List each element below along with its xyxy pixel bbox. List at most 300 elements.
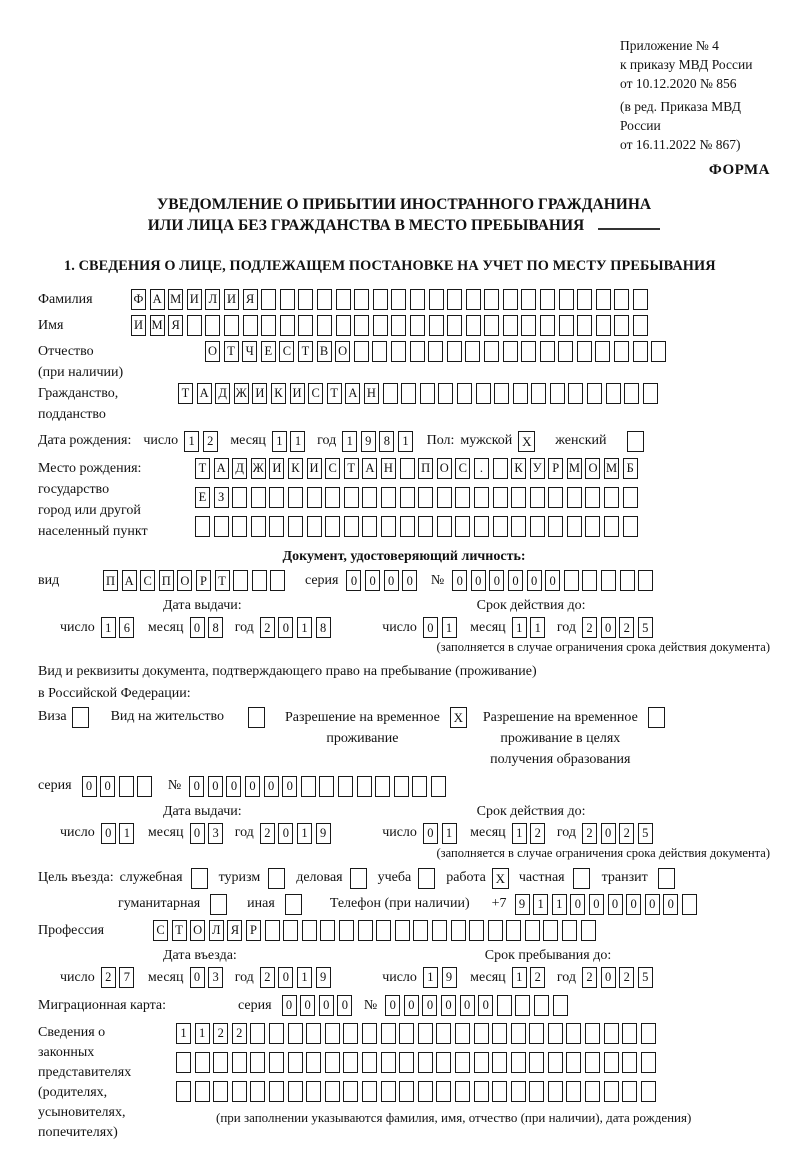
char-cell[interactable] [298, 315, 313, 336]
char-cell[interactable] [280, 315, 295, 336]
char-cell[interactable] [376, 920, 391, 941]
char-cell[interactable]: 1 [297, 823, 312, 844]
char-cell[interactable] [521, 341, 536, 362]
char-cell[interactable]: З [214, 487, 229, 508]
char-cell[interactable]: Т [327, 383, 342, 404]
char-cell[interactable]: 9 [316, 967, 331, 988]
char-cell[interactable] [582, 570, 597, 591]
char-cell[interactable] [383, 383, 398, 404]
char-cell[interactable] [474, 516, 489, 537]
char-cell[interactable] [391, 341, 406, 362]
char-cell[interactable] [195, 516, 210, 537]
char-cell[interactable]: Т [178, 383, 193, 404]
char-cell[interactable]: 2 [260, 967, 275, 988]
char-cell[interactable] [306, 1023, 321, 1044]
char-cell[interactable]: 0 [282, 995, 297, 1016]
doc-issue-year-cells[interactable] [260, 617, 334, 638]
char-cell[interactable] [511, 1023, 526, 1044]
char-cell[interactable] [497, 995, 512, 1016]
surname-cells[interactable] [131, 289, 652, 310]
purpose-private-checkbox[interactable] [573, 868, 590, 889]
char-cell[interactable] [466, 315, 481, 336]
char-cell[interactable]: 0 [601, 967, 616, 988]
char-cell[interactable]: 0 [663, 894, 678, 915]
char-cell[interactable] [325, 1052, 340, 1073]
char-cell[interactable]: 0 [478, 995, 493, 1016]
char-cell[interactable]: Т [215, 570, 230, 591]
char-cell[interactable] [585, 1023, 600, 1044]
char-cell[interactable]: 2 [582, 823, 597, 844]
char-cell[interactable]: М [567, 458, 582, 479]
char-cell[interactable]: 3 [208, 967, 223, 988]
char-cell[interactable] [429, 289, 444, 310]
char-cell[interactable]: И [290, 383, 305, 404]
char-cell[interactable] [451, 920, 466, 941]
char-cell[interactable]: 0 [101, 823, 116, 844]
char-cell[interactable] [357, 776, 372, 797]
char-cell[interactable]: 0 [365, 570, 380, 591]
char-cell[interactable] [558, 341, 573, 362]
char-cell[interactable]: С [153, 920, 168, 941]
char-cell[interactable] [604, 1081, 619, 1102]
doc-issue-day-cells[interactable] [101, 617, 138, 638]
char-cell[interactable] [413, 920, 428, 941]
char-cell[interactable]: 1 [342, 431, 357, 452]
char-cell[interactable] [585, 487, 600, 508]
doc-issue-month-cells[interactable] [190, 617, 227, 638]
char-cell[interactable]: Д [232, 458, 247, 479]
char-cell[interactable] [484, 341, 499, 362]
doc-valid-year-cells[interactable] [582, 617, 656, 638]
char-cell[interactable] [548, 487, 563, 508]
char-cell[interactable] [466, 289, 481, 310]
migration-number-cells[interactable] [385, 995, 571, 1016]
char-cell[interactable]: 8 [379, 431, 394, 452]
char-cell[interactable] [298, 289, 313, 310]
char-cell[interactable] [457, 383, 472, 404]
birth-year-cells[interactable] [342, 431, 416, 452]
char-cell[interactable]: 2 [232, 1023, 247, 1044]
char-cell[interactable] [302, 920, 317, 941]
char-cell[interactable] [336, 289, 351, 310]
char-cell[interactable] [465, 341, 480, 362]
char-cell[interactable] [614, 341, 629, 362]
char-cell[interactable] [525, 920, 540, 941]
char-cell[interactable] [503, 315, 518, 336]
permit-valid-year-cells[interactable] [582, 823, 656, 844]
char-cell[interactable]: 1 [533, 894, 548, 915]
char-cell[interactable]: 1 [512, 967, 527, 988]
char-cell[interactable] [283, 920, 298, 941]
char-cell[interactable] [195, 1052, 210, 1073]
char-cell[interactable]: К [288, 458, 303, 479]
char-cell[interactable] [261, 315, 276, 336]
purpose-other-checkbox[interactable] [285, 894, 302, 915]
char-cell[interactable]: Н [381, 458, 396, 479]
char-cell[interactable]: 0 [423, 617, 438, 638]
char-cell[interactable] [233, 570, 248, 591]
char-cell[interactable] [343, 1052, 358, 1073]
char-cell[interactable] [455, 516, 470, 537]
char-cell[interactable]: О [585, 458, 600, 479]
char-cell[interactable] [400, 487, 415, 508]
char-cell[interactable]: А [150, 289, 165, 310]
char-cell[interactable]: 1 [119, 823, 134, 844]
char-cell[interactable]: 0 [601, 823, 616, 844]
char-cell[interactable]: 2 [582, 967, 597, 988]
char-cell[interactable]: Н [364, 383, 379, 404]
char-cell[interactable] [623, 516, 638, 537]
char-cell[interactable]: 2 [203, 431, 218, 452]
char-cell[interactable]: 0 [422, 995, 437, 1016]
doc-kind-cells[interactable] [103, 570, 289, 591]
char-cell[interactable]: С [140, 570, 155, 591]
male-checkbox[interactable]: X [518, 431, 535, 452]
char-cell[interactable]: 0 [278, 967, 293, 988]
char-cell[interactable]: О [205, 341, 220, 362]
char-cell[interactable] [137, 776, 152, 797]
char-cell[interactable] [455, 1081, 470, 1102]
char-cell[interactable]: 1 [101, 617, 116, 638]
purpose-study-checkbox[interactable] [418, 868, 435, 889]
char-cell[interactable]: Т [344, 458, 359, 479]
char-cell[interactable] [213, 1081, 228, 1102]
char-cell[interactable] [307, 516, 322, 537]
char-cell[interactable]: 1 [272, 431, 287, 452]
char-cell[interactable]: А [197, 383, 212, 404]
char-cell[interactable]: 0 [452, 570, 467, 591]
char-cell[interactable]: 0 [471, 570, 486, 591]
char-cell[interactable] [436, 1023, 451, 1044]
char-cell[interactable] [288, 1052, 303, 1073]
char-cell[interactable] [250, 1052, 265, 1073]
stay-day-cells[interactable] [423, 967, 460, 988]
char-cell[interactable] [604, 487, 619, 508]
residence-permit-checkbox[interactable] [248, 707, 265, 728]
purpose-humanitarian-checkbox[interactable] [210, 894, 227, 915]
char-cell[interactable] [372, 341, 387, 362]
char-cell[interactable]: Т [298, 341, 313, 362]
char-cell[interactable]: 1 [297, 617, 312, 638]
char-cell[interactable]: Ж [234, 383, 249, 404]
char-cell[interactable] [488, 920, 503, 941]
profession-cells[interactable] [153, 920, 599, 941]
char-cell[interactable]: Ж [251, 458, 266, 479]
char-cell[interactable]: О [190, 920, 205, 941]
char-cell[interactable]: 2 [530, 823, 545, 844]
char-cell[interactable] [559, 289, 574, 310]
char-cell[interactable] [492, 1023, 507, 1044]
char-cell[interactable]: С [325, 458, 340, 479]
char-cell[interactable] [540, 315, 555, 336]
permit-series-cells[interactable] [82, 776, 156, 797]
char-cell[interactable]: А [345, 383, 360, 404]
char-cell[interactable]: А [214, 458, 229, 479]
char-cell[interactable]: 0 [441, 995, 456, 1016]
char-cell[interactable] [606, 383, 621, 404]
char-cell[interactable] [623, 487, 638, 508]
char-cell[interactable] [511, 1052, 526, 1073]
char-cell[interactable]: 0 [100, 776, 115, 797]
char-cell[interactable] [362, 1081, 377, 1102]
patronymic-cells[interactable] [205, 341, 670, 362]
char-cell[interactable] [232, 1052, 247, 1073]
char-cell[interactable] [568, 383, 583, 404]
char-cell[interactable] [564, 570, 579, 591]
purpose-business-checkbox[interactable] [350, 868, 367, 889]
char-cell[interactable] [511, 516, 526, 537]
char-cell[interactable] [288, 1023, 303, 1044]
char-cell[interactable] [566, 1081, 581, 1102]
char-cell[interactable]: 6 [119, 617, 134, 638]
char-cell[interactable]: 0 [278, 823, 293, 844]
char-cell[interactable]: 1 [530, 617, 545, 638]
char-cell[interactable]: 0 [489, 570, 504, 591]
char-cell[interactable] [400, 516, 415, 537]
char-cell[interactable]: 0 [645, 894, 660, 915]
char-cell[interactable]: И [224, 289, 239, 310]
char-cell[interactable] [587, 383, 602, 404]
char-cell[interactable]: Т [224, 341, 239, 362]
doc-series-cells[interactable] [346, 570, 420, 591]
permit-number-cells[interactable] [189, 776, 449, 797]
char-cell[interactable] [176, 1052, 191, 1073]
char-cell[interactable] [270, 570, 285, 591]
char-cell[interactable] [250, 1023, 265, 1044]
char-cell[interactable] [373, 315, 388, 336]
char-cell[interactable] [317, 289, 332, 310]
permit-issue-month-cells[interactable] [190, 823, 227, 844]
char-cell[interactable] [447, 289, 462, 310]
char-cell[interactable] [362, 1052, 377, 1073]
char-cell[interactable]: 2 [101, 967, 116, 988]
doc-valid-month-cells[interactable] [512, 617, 549, 638]
char-cell[interactable]: 0 [527, 570, 542, 591]
char-cell[interactable] [399, 1052, 414, 1073]
char-cell[interactable] [394, 776, 409, 797]
char-cell[interactable] [307, 487, 322, 508]
char-cell[interactable]: 0 [404, 995, 419, 1016]
char-cell[interactable] [577, 341, 592, 362]
char-cell[interactable]: 1 [184, 431, 199, 452]
char-cell[interactable]: 1 [552, 894, 567, 915]
char-cell[interactable] [577, 289, 592, 310]
char-cell[interactable]: А [362, 458, 377, 479]
char-cell[interactable] [436, 1081, 451, 1102]
char-cell[interactable]: Л [205, 289, 220, 310]
char-cell[interactable] [232, 487, 247, 508]
char-cell[interactable] [410, 315, 425, 336]
purpose-tourism-checkbox[interactable] [268, 868, 285, 889]
char-cell[interactable] [614, 289, 629, 310]
char-cell[interactable] [339, 920, 354, 941]
char-cell[interactable]: Е [261, 341, 276, 362]
char-cell[interactable] [550, 383, 565, 404]
migration-series-cells[interactable] [282, 995, 356, 1016]
char-cell[interactable]: Е [195, 487, 210, 508]
char-cell[interactable] [250, 1081, 265, 1102]
char-cell[interactable]: 8 [208, 617, 223, 638]
char-cell[interactable] [251, 487, 266, 508]
permit-issue-day-cells[interactable] [101, 823, 138, 844]
char-cell[interactable] [381, 1081, 396, 1102]
char-cell[interactable]: П [159, 570, 174, 591]
char-cell[interactable]: В [317, 341, 332, 362]
char-cell[interactable] [521, 289, 536, 310]
char-cell[interactable]: 0 [570, 894, 585, 915]
char-cell[interactable] [362, 487, 377, 508]
char-cell[interactable] [317, 315, 332, 336]
char-cell[interactable]: П [103, 570, 118, 591]
char-cell[interactable]: 1 [398, 431, 413, 452]
char-cell[interactable] [400, 458, 415, 479]
char-cell[interactable] [633, 289, 648, 310]
char-cell[interactable]: 3 [208, 823, 223, 844]
char-cell[interactable] [614, 315, 629, 336]
char-cell[interactable] [269, 1023, 284, 1044]
char-cell[interactable] [493, 487, 508, 508]
char-cell[interactable]: 1 [176, 1023, 191, 1044]
char-cell[interactable]: И [131, 315, 146, 336]
char-cell[interactable] [447, 315, 462, 336]
char-cell[interactable] [484, 315, 499, 336]
char-cell[interactable]: 2 [213, 1023, 228, 1044]
char-cell[interactable] [344, 487, 359, 508]
visa-checkbox[interactable] [72, 707, 89, 728]
char-cell[interactable]: 0 [189, 776, 204, 797]
doc-valid-day-cells[interactable] [423, 617, 460, 638]
permit-valid-day-cells[interactable] [423, 823, 460, 844]
char-cell[interactable]: 0 [208, 776, 223, 797]
char-cell[interactable]: 1 [442, 617, 457, 638]
char-cell[interactable]: 0 [300, 995, 315, 1016]
char-cell[interactable]: Д [215, 383, 230, 404]
char-cell[interactable] [530, 487, 545, 508]
char-cell[interactable] [381, 516, 396, 537]
given-name-cells[interactable] [131, 315, 652, 336]
char-cell[interactable] [529, 1081, 544, 1102]
char-cell[interactable] [515, 995, 530, 1016]
char-cell[interactable]: . [474, 458, 489, 479]
char-cell[interactable] [604, 516, 619, 537]
char-cell[interactable] [381, 1052, 396, 1073]
char-cell[interactable] [437, 487, 452, 508]
char-cell[interactable] [261, 289, 276, 310]
char-cell[interactable] [418, 1052, 433, 1073]
char-cell[interactable] [596, 315, 611, 336]
char-cell[interactable] [410, 289, 425, 310]
char-cell[interactable] [641, 1052, 656, 1073]
char-cell[interactable] [455, 487, 470, 508]
char-cell[interactable] [562, 920, 577, 941]
char-cell[interactable]: 7 [119, 967, 134, 988]
birth-day-cells[interactable] [184, 431, 221, 452]
char-cell[interactable] [474, 1023, 489, 1044]
char-cell[interactable]: 0 [319, 995, 334, 1016]
char-cell[interactable]: 9 [442, 967, 457, 988]
char-cell[interactable]: 0 [508, 570, 523, 591]
char-cell[interactable] [474, 487, 489, 508]
stay-month-cells[interactable] [512, 967, 549, 988]
char-cell[interactable] [375, 776, 390, 797]
entry-year-cells[interactable] [260, 967, 334, 988]
char-cell[interactable] [418, 1081, 433, 1102]
char-cell[interactable] [205, 315, 220, 336]
char-cell[interactable]: Ч [242, 341, 257, 362]
char-cell[interactable]: Т [172, 920, 187, 941]
char-cell[interactable] [428, 341, 443, 362]
char-cell[interactable] [521, 315, 536, 336]
char-cell[interactable] [529, 1023, 544, 1044]
char-cell[interactable]: 2 [530, 967, 545, 988]
char-cell[interactable]: Ф [131, 289, 146, 310]
purpose-transit-checkbox[interactable] [658, 868, 675, 889]
char-cell[interactable] [214, 516, 229, 537]
char-cell[interactable]: 0 [346, 570, 361, 591]
permit-valid-month-cells[interactable] [512, 823, 549, 844]
char-cell[interactable] [187, 315, 202, 336]
char-cell[interactable]: 2 [582, 617, 597, 638]
char-cell[interactable] [601, 570, 616, 591]
char-cell[interactable] [540, 289, 555, 310]
char-cell[interactable] [540, 341, 555, 362]
char-cell[interactable]: О [335, 341, 350, 362]
char-cell[interactable] [511, 1081, 526, 1102]
char-cell[interactable]: 1 [195, 1023, 210, 1044]
char-cell[interactable] [431, 776, 446, 797]
temp-residence-edu-checkbox[interactable] [648, 707, 665, 728]
char-cell[interactable]: 0 [384, 570, 399, 591]
char-cell[interactable]: 9 [515, 894, 530, 915]
char-cell[interactable] [476, 383, 491, 404]
char-cell[interactable] [243, 315, 258, 336]
char-cell[interactable] [548, 1023, 563, 1044]
char-cell[interactable] [559, 315, 574, 336]
char-cell[interactable] [567, 487, 582, 508]
char-cell[interactable]: 0 [278, 617, 293, 638]
char-cell[interactable] [412, 776, 427, 797]
char-cell[interactable]: Р [246, 920, 261, 941]
char-cell[interactable]: М [604, 458, 619, 479]
char-cell[interactable] [567, 516, 582, 537]
char-cell[interactable] [548, 516, 563, 537]
char-cell[interactable] [306, 1081, 321, 1102]
char-cell[interactable] [534, 995, 549, 1016]
char-cell[interactable] [338, 776, 353, 797]
char-cell[interactable]: 5 [638, 823, 653, 844]
char-cell[interactable]: 0 [264, 776, 279, 797]
char-cell[interactable] [343, 1081, 358, 1102]
char-cell[interactable]: И [307, 458, 322, 479]
char-cell[interactable]: 9 [361, 431, 376, 452]
char-cell[interactable]: К [511, 458, 526, 479]
char-cell[interactable]: И [269, 458, 284, 479]
char-cell[interactable] [553, 995, 568, 1016]
char-cell[interactable] [474, 1052, 489, 1073]
char-cell[interactable]: Я [227, 920, 242, 941]
char-cell[interactable]: 0 [82, 776, 97, 797]
char-cell[interactable] [506, 920, 521, 941]
char-cell[interactable] [492, 1052, 507, 1073]
char-cell[interactable] [354, 315, 369, 336]
char-cell[interactable]: 9 [316, 823, 331, 844]
char-cell[interactable]: А [122, 570, 137, 591]
char-cell[interactable] [596, 289, 611, 310]
char-cell[interactable] [381, 1023, 396, 1044]
char-cell[interactable] [269, 1052, 284, 1073]
char-cell[interactable]: 0 [226, 776, 241, 797]
char-cell[interactable] [395, 920, 410, 941]
